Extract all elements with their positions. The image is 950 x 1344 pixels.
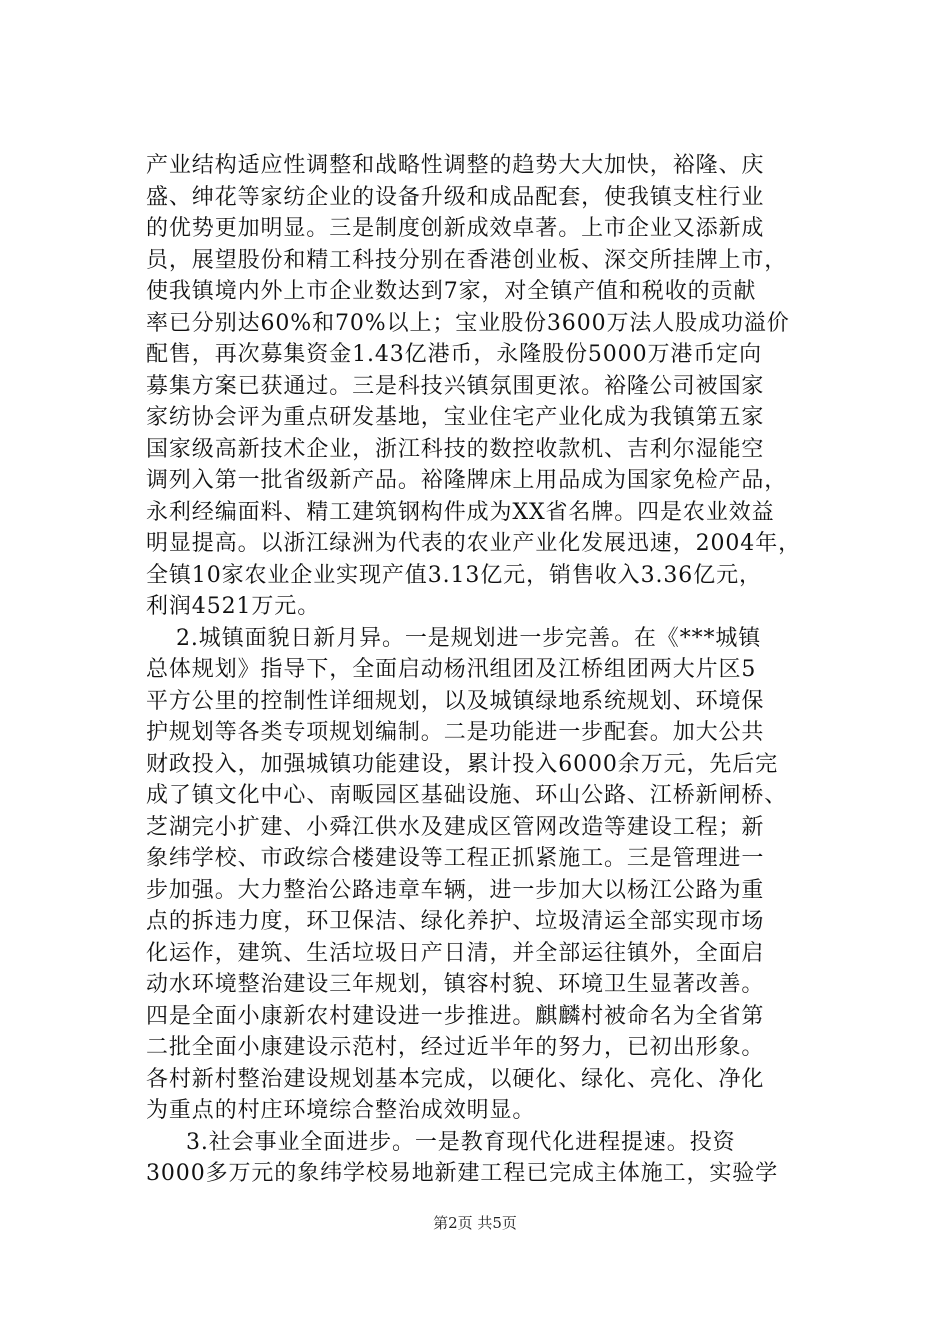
text-line: 家纺协会评为重点研发基地，宝业住宅产业化成为我镇第五家 [146,405,765,430]
text-line: 配售，再次募集资金1.43亿港币，永隆股份5000万港币定向 [146,342,762,367]
text-line: 动水环境整治建设三年规划，镇容村貌、环境卫生显著改善。 [146,972,765,997]
text-line: 化运作，建筑、生活垃圾日产日清，并全部运往镇外，全面启 [146,940,765,966]
text-line: 产业结构适应性调整和战略性调整的趋势大大加快，裕隆、庆 [146,153,765,178]
text-line: 募集方案已获通过。三是科技兴镇氛围更浓。裕隆公司被国家 [146,373,765,399]
text-line: 的优势更加明显。三是制度创新成效卓著。上市企业又添新成 [146,216,765,241]
text-line: 员，展望股份和精工科技分别在香港创业板、深交所挂牌上市， [146,247,788,273]
text-line: 芝湖完小扩建、小舜江供水及建成区管网改造等建设工程；新 [146,814,765,840]
text-line: 永利经编面料、精工建筑钢构件成为XX省名牌。四是农业效益 [146,499,775,525]
text-line: 全镇10家农业企业实现产值3.13亿元，销售收入3.36亿元， [146,562,762,588]
text-line: 总体规划》指导下，全面启动杨汛组团及江桥组团两大片区5 [146,657,757,682]
text-line: 盛、绅花等家纺企业的设备升级和成品配套，使我镇支柱行业 [146,184,765,210]
text-line: 步加强。大力整治公路违章车辆，进一步加大以杨江公路为重 [146,877,765,903]
text-line: 二批全面小康建设示范村，经过近半年的努力，已初出形象。 [146,1035,765,1060]
text-line: 各村新村整治建设规划基本完成，以硬化、绿化、亮化、净化 [146,1066,765,1092]
text-line: 率已分别达60%和70%以上；宝业股份3600万法人股成功溢价 [146,310,790,336]
page-footer: 第2页 共5页 [433,1214,517,1232]
section-heading-line: 3.社会事业全面进步。一是教育现代化进程提速。投资 [186,1129,736,1155]
text-line: 明显提高。以浙江绿洲为代表的农业产业化发展迅速，2004年， [146,531,801,556]
text-line: 调列入第一批省级新产品。裕隆牌床上用品成为国家免检产品， [146,468,788,493]
text-line: 财政投入，加强城镇功能建设，累计投入6000余万元，先后完 [146,751,779,777]
text-line: 象纬学校、市政综合楼建设等工程正抓紧施工。三是管理进一 [146,846,765,871]
text-line: 为重点的村庄环境综合整治成效明显。 [146,1098,536,1123]
section-heading-line: 2.城镇面貌日新月异。一是规划进一步完善。在《***城镇 [176,625,762,651]
body-text [146,150,836,1190]
text-line: 利润4521万元。 [146,594,321,619]
text-line: 使我镇境内外上市企业数达到7家，对全镇产值和税收的贡献 [146,279,757,304]
text-line: 平方公里的控制性详细规划，以及城镇绿地系统规划、环境保 [146,688,765,714]
text-line: 3000多万元的象纬学校易地新建工程已完成主体施工，实验学 [146,1161,779,1186]
text-line: 护规划等各类专项规划编制。二是功能进一步配套。加大公共 [146,720,765,745]
text-line: 成了镇文化中心、南畈园区基础设施、环山公路、江桥新闸桥、 [146,783,788,808]
text-line: 点的拆违力度，环卫保洁、绿化养护、垃圾清运全部实现市场 [146,909,765,934]
text-line: 四是全面小康新农村建设进一步推进。麒麟村被命名为全省第 [146,1003,765,1029]
text-line: 国家级高新技术企业，浙江科技的数控收款机、吉利尔湿能空 [146,436,765,462]
